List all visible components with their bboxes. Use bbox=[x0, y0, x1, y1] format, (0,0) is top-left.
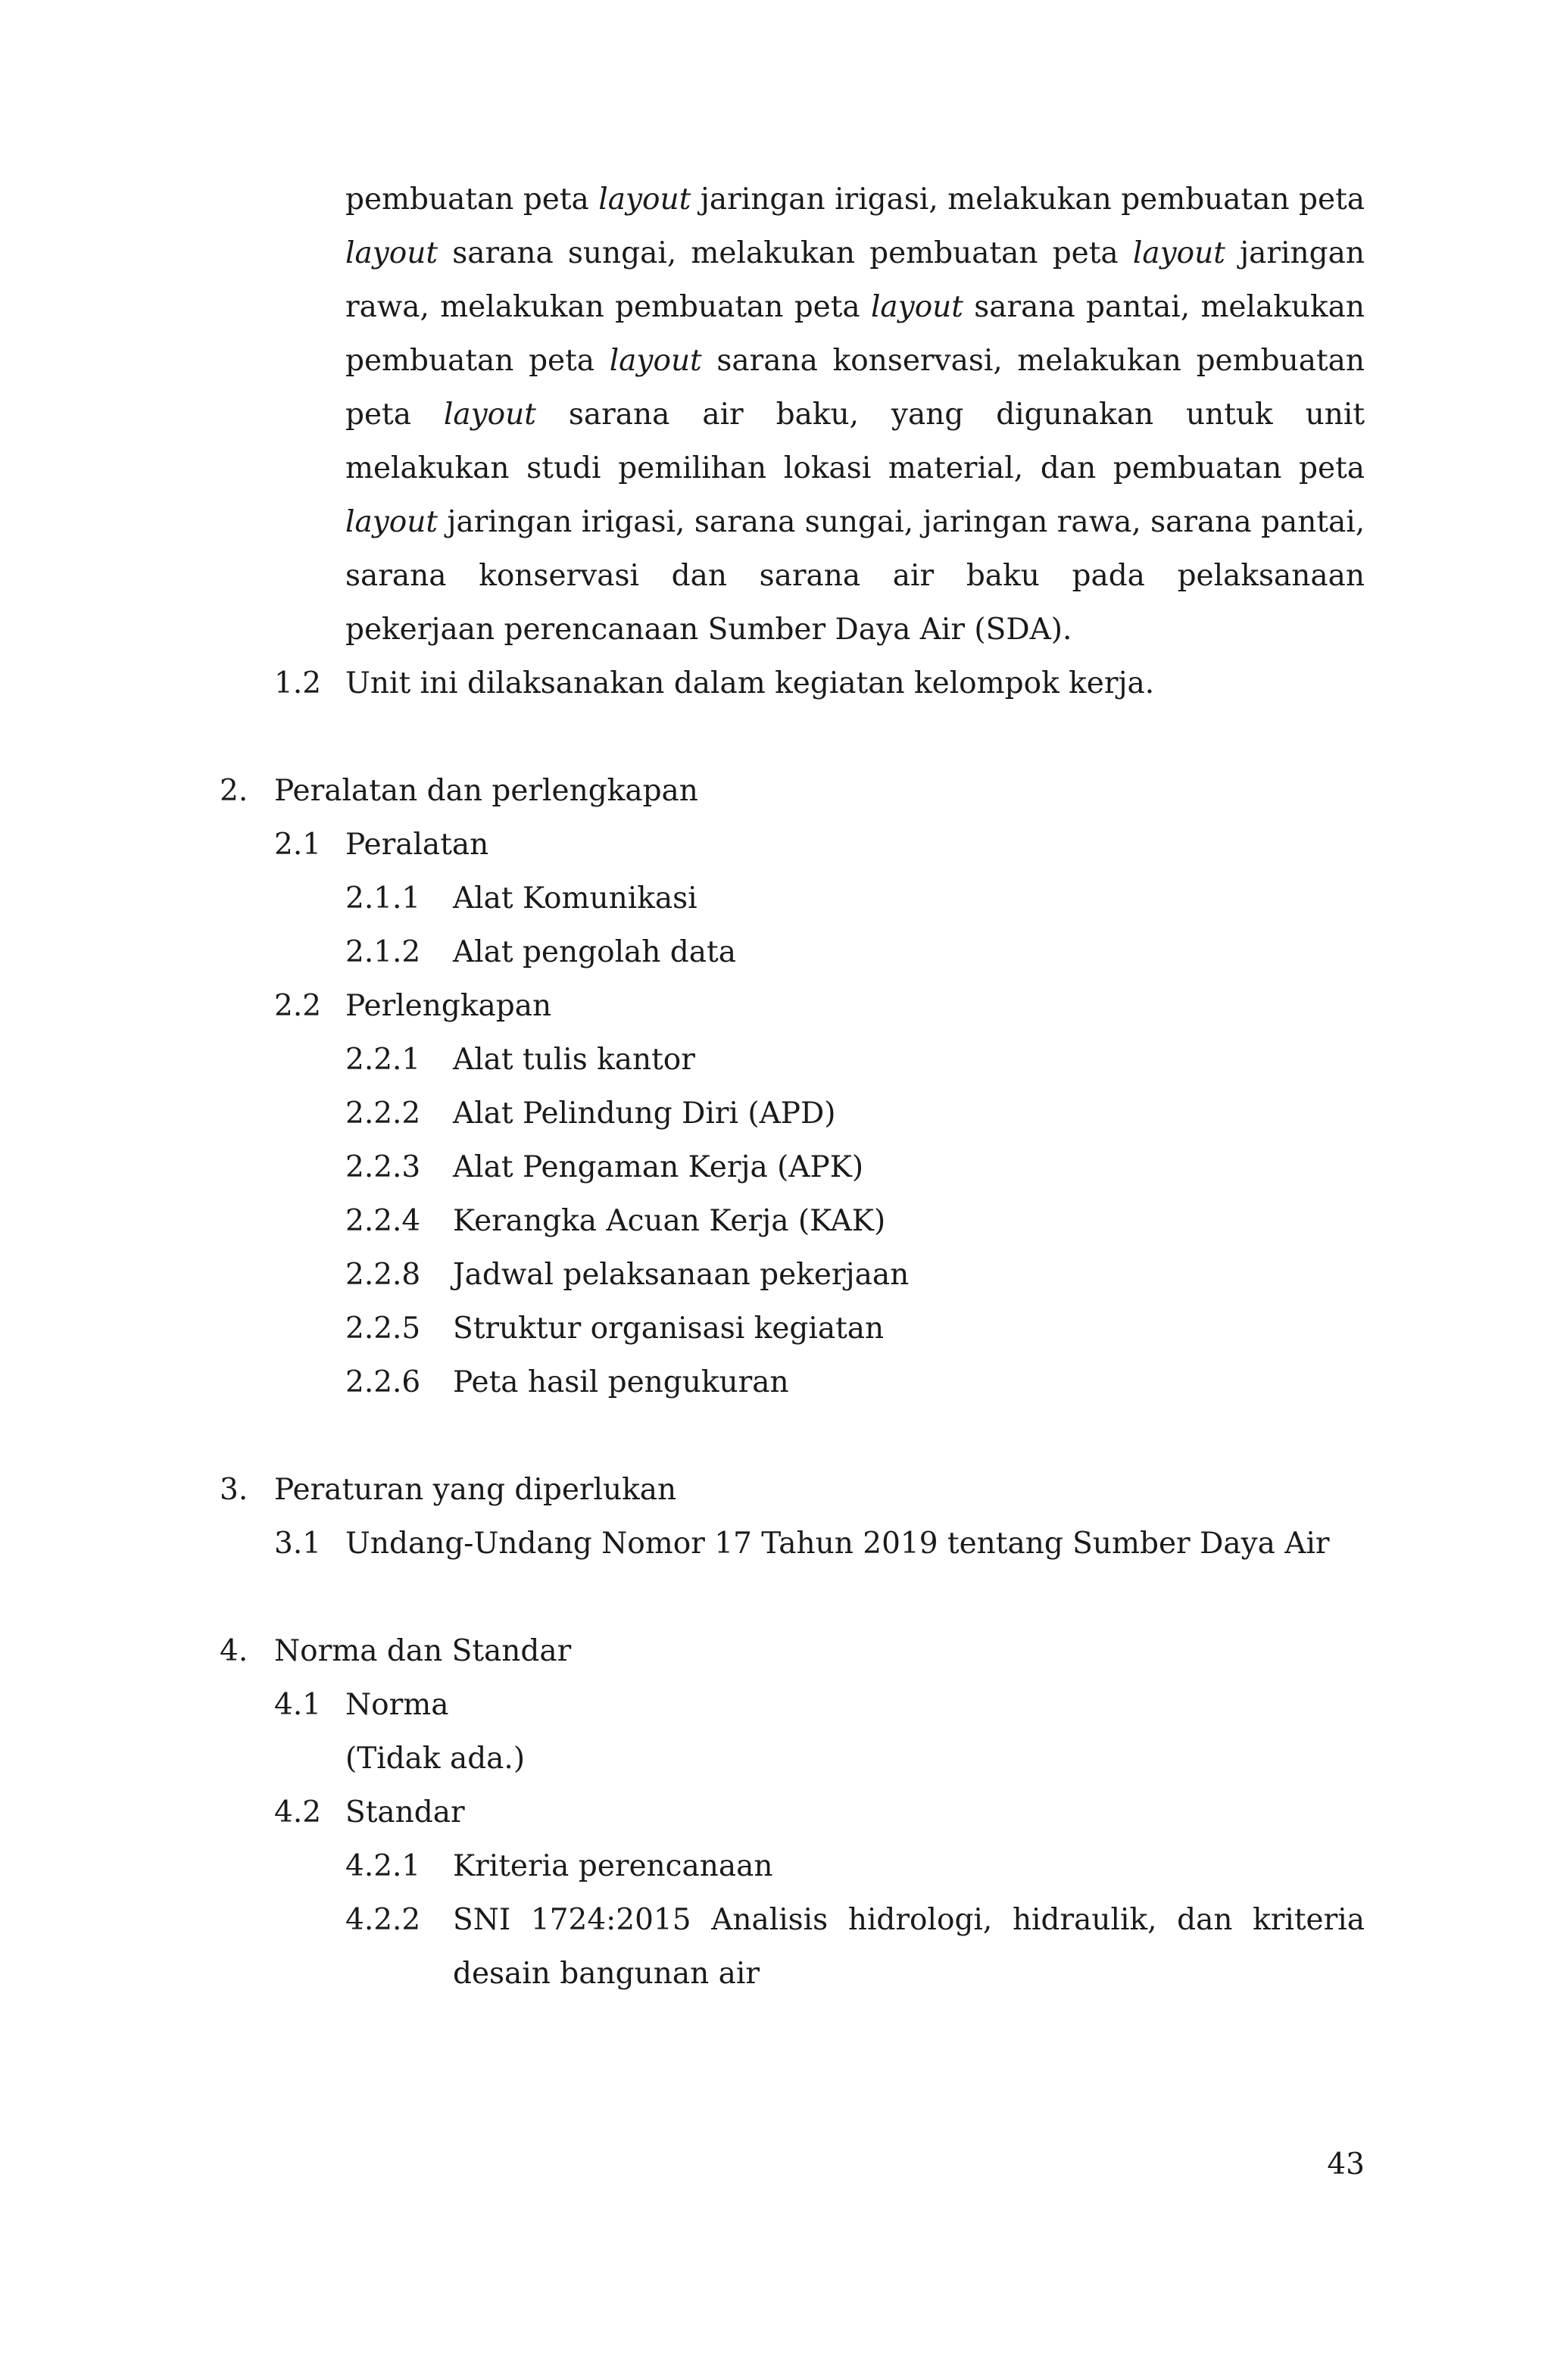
intro-line bbox=[345, 234, 1365, 273]
intro-line bbox=[345, 395, 1365, 435]
text-run: pembuatan peta bbox=[345, 182, 599, 217]
section-number: 3. bbox=[220, 1473, 248, 1507]
item-text: Peta hasil pengukuran bbox=[453, 1365, 789, 1399]
item-number: 4.2.1 bbox=[345, 1849, 421, 1883]
italic-term: layout bbox=[1132, 236, 1225, 270]
intro-line bbox=[345, 288, 1365, 327]
text-run: melakukan studi pemilihan lokasi material, dan pembuatan peta bbox=[345, 451, 1365, 485]
text-run: sarana konservasi, melakukan pembuatan bbox=[701, 344, 1365, 378]
item-number: 2.2.8 bbox=[345, 1258, 421, 1292]
subsection-number: 2.1 bbox=[274, 828, 322, 862]
item-number: 2.1.1 bbox=[345, 881, 421, 916]
item-text: Undang-Undang Nomor 17 Tahun 2019 tentang Sumber Daya Air bbox=[345, 1527, 1330, 1561]
intro-line bbox=[345, 503, 1365, 542]
item-text-continued: desain bangunan air bbox=[453, 1957, 760, 1991]
section-number: 2. bbox=[220, 774, 248, 808]
subsection-title: Norma bbox=[345, 1688, 449, 1722]
text-run: sarana konservasi dan sarana air baku pada pelaksanaan bbox=[345, 559, 1365, 593]
item-number: 2.2.2 bbox=[345, 1096, 421, 1131]
item-text: Alat Pelindung Diri (APD) bbox=[453, 1096, 836, 1131]
intro-line bbox=[345, 449, 1365, 488]
norma-note: (Tidak ada.) bbox=[345, 1742, 526, 1776]
section-title: Peralatan dan perlengkapan bbox=[274, 774, 698, 808]
subsection-title: Perlengkapan bbox=[345, 989, 552, 1023]
section-title: Peraturan yang diperlukan bbox=[274, 1473, 677, 1507]
item-text: Alat Komunikasi bbox=[453, 881, 697, 916]
item-text: Struktur organisasi kegiatan bbox=[453, 1312, 885, 1346]
item-number: 2.2.3 bbox=[345, 1150, 421, 1184]
item-number: 2.2.6 bbox=[345, 1365, 421, 1399]
text-run: sarana pantai, melakukan bbox=[963, 290, 1365, 324]
item-text: Kerangka Acuan Kerja (KAK) bbox=[453, 1204, 886, 1238]
item-number: 2.2.4 bbox=[345, 1204, 421, 1238]
intro-line bbox=[345, 610, 1072, 650]
item-text: Jadwal pelaksanaan pekerjaan bbox=[453, 1258, 910, 1292]
subsection-title: Peralatan bbox=[345, 828, 489, 862]
section-title: Norma dan Standar bbox=[274, 1634, 572, 1668]
text-run: pekerjaan perencanaan Sumber Daya Air (SDA). bbox=[345, 613, 1072, 647]
text-run: peta bbox=[345, 398, 444, 432]
text-run: sarana sungai, melakukan pembuatan peta bbox=[438, 236, 1133, 270]
item-number: 2.2.1 bbox=[345, 1043, 421, 1077]
item-text: Kriteria perencanaan bbox=[453, 1849, 773, 1883]
subsection-title: Standar bbox=[345, 1795, 465, 1829]
item-text: Alat Pengaman Kerja (APK) bbox=[453, 1150, 864, 1184]
italic-term: layout bbox=[345, 236, 438, 270]
text-run: pembuatan peta bbox=[345, 344, 610, 378]
text-run: jaringan bbox=[1225, 236, 1365, 270]
intro-line bbox=[345, 557, 1365, 596]
italic-term: layout bbox=[609, 344, 702, 378]
italic-term: layout bbox=[598, 182, 691, 217]
intro-line bbox=[345, 342, 1365, 381]
italic-term: layout bbox=[345, 505, 438, 539]
page-number: 43 bbox=[1327, 2148, 1365, 2182]
item-text: Alat pengolah data bbox=[453, 935, 736, 969]
subsection-number: 4.2 bbox=[274, 1795, 322, 1829]
intro-line bbox=[345, 180, 1365, 220]
item-number: 3.1 bbox=[274, 1527, 322, 1561]
subsection-number: 2.2 bbox=[274, 989, 322, 1023]
italic-term: layout bbox=[443, 398, 536, 432]
item-number: 4.2.2 bbox=[345, 1903, 421, 1937]
section-number: 4. bbox=[220, 1634, 248, 1668]
subsection-number: 4.1 bbox=[274, 1688, 322, 1722]
text-run: rawa, melakukan pembuatan peta bbox=[345, 290, 871, 324]
text-run: jaringan irigasi, melakukan pembuatan peta bbox=[691, 182, 1365, 217]
item-text: Alat tulis kantor bbox=[453, 1043, 695, 1077]
italic-term: layout bbox=[870, 290, 963, 324]
item-number: 2.2.5 bbox=[345, 1312, 421, 1346]
text-run: jaringan irigasi, sarana sungai, jaringan rawa, sarana pantai, bbox=[438, 505, 1365, 539]
item-number: 2.1.2 bbox=[345, 935, 421, 969]
item-text: SNI 1724:2015 Analisis hidrologi, hidraulik, dan kriteria bbox=[453, 1903, 1365, 1937]
text-run: sarana air baku, yang digunakan untuk unit bbox=[535, 398, 1365, 432]
item-text: Unit ini dilaksanakan dalam kegiatan kelompok kerja. bbox=[345, 666, 1155, 700]
item-number: 1.2 bbox=[274, 666, 322, 700]
